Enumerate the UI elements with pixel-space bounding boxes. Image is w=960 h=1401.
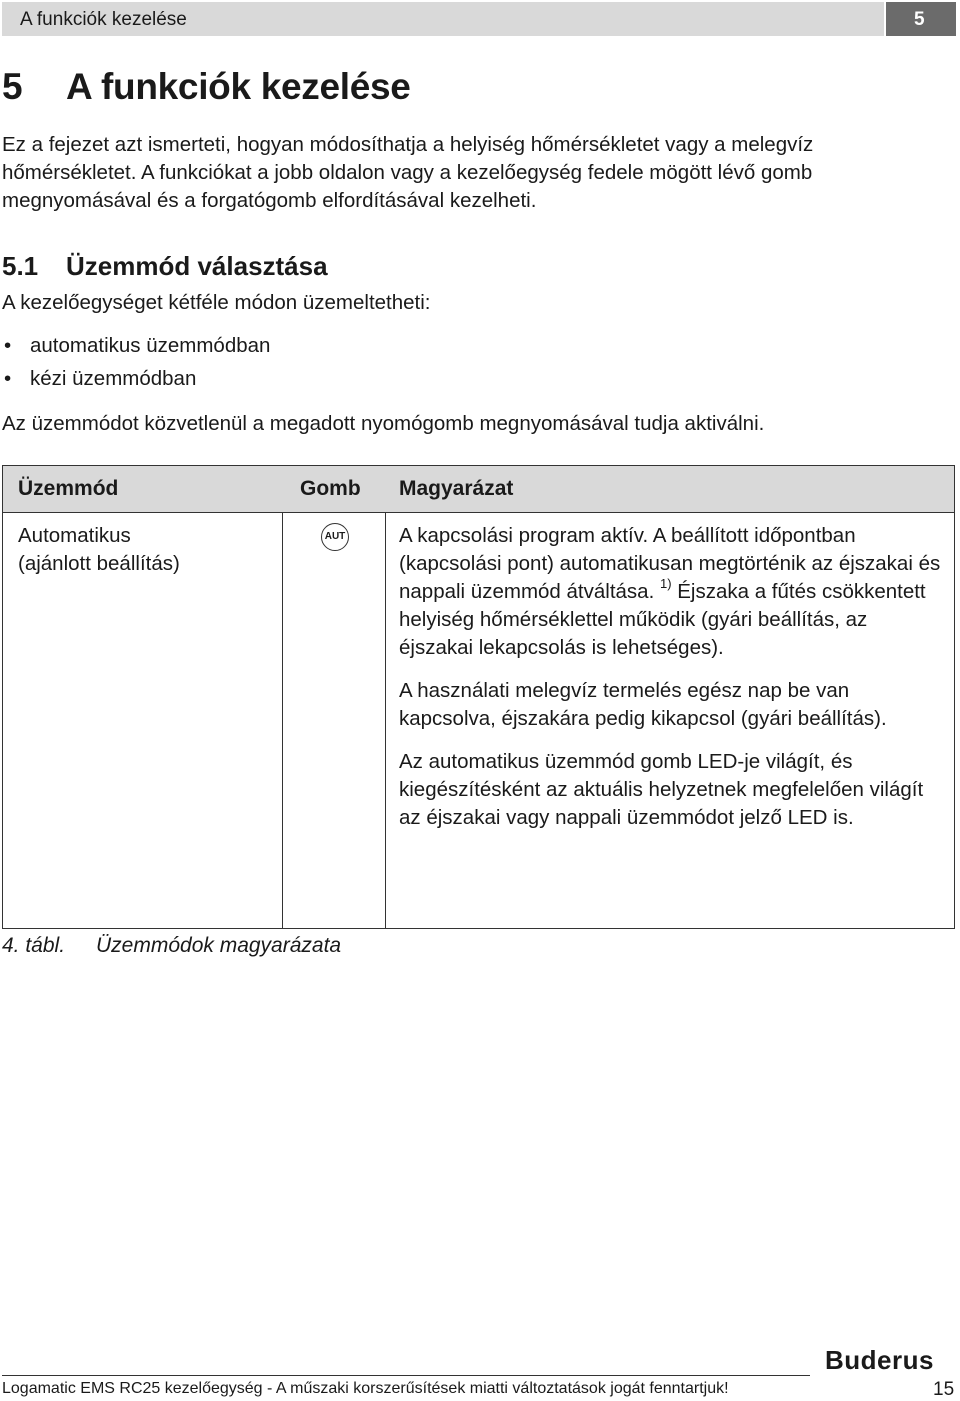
mode-bullet-list xyxy=(2,334,270,400)
caption-text: Üzemmódok magyarázata xyxy=(96,934,342,957)
explanation-paragraph: A használati melegvíz termelés egész nap be van kapcsolva, éjszakára pedig kikapcsol (gyári beállítás). xyxy=(399,679,887,730)
table-header-row xyxy=(3,466,954,513)
activation-paragraph: Az üzemmódot közvetlenül a megadott nyomógomb megnyomásával tudja aktiválni. xyxy=(2,412,765,435)
explanation-paragraph: A kapcsolási program aktív. A beállított időpontban (kapcsolási pont) automatikusan megtörténik az éjszakai és nappali üzemmód átváltása. $^{1)}$ Éjszaka a fűtés csökkentett helyiség hőmérséklettel működik (gyári beállítás, az éjszakai lekapcsolás is lehetséges). xyxy=(399,524,941,659)
chapter-number-badge xyxy=(886,2,956,36)
header-explanation: Magyarázat xyxy=(399,477,514,500)
buderus-logo: Buderus xyxy=(825,1345,934,1375)
intro-line: Ez a fejezet azt ismerteti, hogyan módosíthatja a helyiség hőmérsékletet vagy a melegvíz xyxy=(2,133,814,156)
header-button: Gomb xyxy=(300,477,361,500)
aut-button-icon: AUT xyxy=(321,523,349,551)
footnote-ref: 1) xyxy=(659,576,672,592)
column-divider xyxy=(385,513,386,928)
footer-text: Logamatic EMS RC25 kezelőegység - A műszaki korszerűsítések miatti változtatások jogát fenntartjuk! xyxy=(2,1380,729,1397)
footer-divider xyxy=(2,1375,810,1376)
explanation-paragraph: Az automatikus üzemmód gomb LED-je világít, és kiegészítésként az aktuális helyzetnek megfelelően világít az éjszakai vagy nappali üzemmódot jelző LED is. xyxy=(399,750,924,829)
chapter-number: 5 xyxy=(914,9,925,30)
running-header-bar xyxy=(2,2,884,36)
caption-label: 4. tábl. xyxy=(2,934,66,957)
subsection-paragraph: A kezelőegységet kétféle módon üzemeltetheti: xyxy=(2,291,431,314)
header-mode: Üzemmód xyxy=(18,477,119,500)
mode-name: Automatikus xyxy=(18,524,131,547)
page-number: 15 xyxy=(933,1379,955,1400)
intro-line: hőmérsékletet. A funkciókat a jobb oldalon vagy a kezelőegység fedele mögött lévő gomb xyxy=(2,161,813,184)
bullet-item: • automatikus üzemmódban xyxy=(2,334,270,367)
subsection-heading xyxy=(2,251,328,282)
modes-table xyxy=(2,465,955,929)
explanation-cell xyxy=(399,522,944,847)
column-divider xyxy=(282,513,283,928)
section-title: A funkciók kezelése xyxy=(66,66,411,107)
intro-paragraph xyxy=(2,131,952,215)
subsection-number: 5.1 xyxy=(2,251,39,281)
intro-line: megnyomásával és a forgatógomb elfordításával kezelheti. xyxy=(2,189,537,212)
mode-cell xyxy=(18,522,180,578)
subsection-title: Üzemmód választása xyxy=(66,251,328,281)
mode-note: (ajánlott beállítás) xyxy=(18,552,180,575)
running-header-title: A funkciók kezelése xyxy=(20,9,187,30)
section-number: 5 xyxy=(2,66,23,107)
table-caption xyxy=(2,934,341,958)
section-heading xyxy=(2,66,411,108)
bullet-item: • kézi üzemmódban xyxy=(2,367,270,400)
